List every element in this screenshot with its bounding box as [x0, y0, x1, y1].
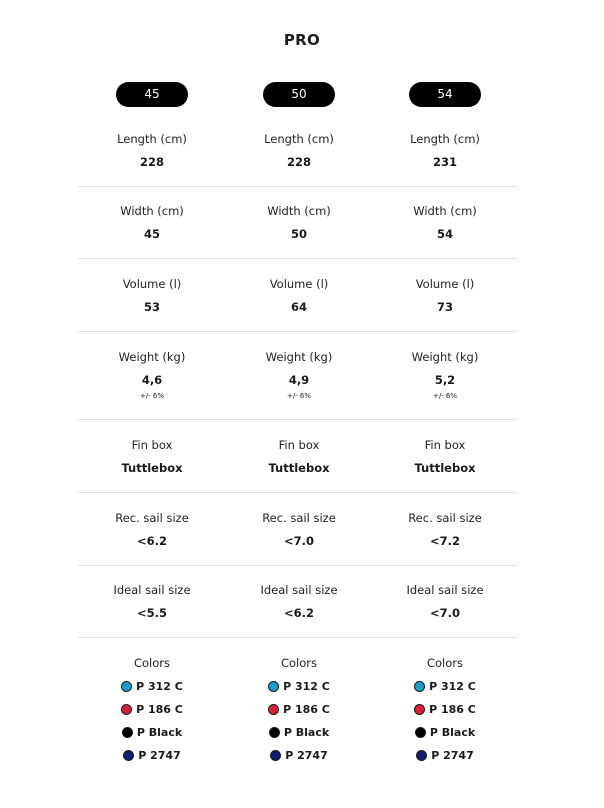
spec-value: Tuttlebox: [414, 461, 476, 475]
row-divider: [78, 419, 518, 420]
row-divider: [78, 565, 518, 566]
spec-label: Rec. sail size: [408, 511, 482, 525]
color-swatch: [219, 702, 379, 716]
spec-value: 5,2: [434, 373, 456, 387]
color-swatch: [72, 679, 232, 693]
color-dot-icon: [269, 727, 280, 738]
spec-value: 4,9: [288, 373, 310, 387]
color-dot-icon: [268, 704, 279, 715]
spec-cell: [72, 583, 232, 620]
spec-cell: [365, 583, 525, 620]
spec-value: <6.2: [283, 606, 314, 620]
color-dot-icon: [121, 704, 132, 715]
spec-label: Weight (kg): [411, 350, 479, 364]
color-name: P 186 C: [283, 702, 330, 716]
spec-cell: [219, 511, 379, 548]
spec-value: <7.2: [429, 534, 460, 548]
spec-cell: [365, 277, 525, 314]
colors-cell: [219, 656, 379, 762]
spec-label: Fin box: [131, 438, 173, 452]
row-divider: [78, 492, 518, 493]
spec-cell: [219, 438, 379, 475]
spec-label: Ideal sail size: [406, 583, 484, 597]
row-divider: [78, 258, 518, 259]
color-dot-icon: [414, 681, 425, 692]
spec-cell: [365, 438, 525, 475]
spec-value: <7.0: [429, 606, 460, 620]
color-dot-icon: [268, 681, 279, 692]
spec-cell: [72, 438, 232, 475]
spec-value: 228: [139, 155, 164, 169]
color-swatch: [365, 679, 525, 693]
spec-cell: [219, 132, 379, 169]
row-divider: [78, 186, 518, 187]
spec-label: Fin box: [278, 438, 320, 452]
color-name: P 2747: [138, 748, 181, 762]
spec-label: Width (cm): [120, 204, 184, 218]
color-swatch: [72, 725, 232, 739]
colors-label: Colors: [280, 656, 318, 670]
spec-cell: [72, 204, 232, 241]
spec-value: 64: [290, 300, 307, 314]
color-dot-icon: [122, 727, 133, 738]
color-dot-icon: [121, 681, 132, 692]
spec-label: Weight (kg): [118, 350, 186, 364]
color-name: P 312 C: [136, 679, 183, 693]
spec-cell: [219, 350, 379, 401]
spec-value: 53: [143, 300, 160, 314]
spec-label: Volume (l): [122, 277, 182, 291]
spec-label: Weight (kg): [265, 350, 333, 364]
spec-label: Width (cm): [267, 204, 331, 218]
color-name: P Black: [429, 725, 476, 739]
row-divider: [78, 637, 518, 638]
color-name: P 186 C: [429, 702, 476, 716]
color-name: P 2747: [285, 748, 328, 762]
color-swatch: [72, 748, 232, 762]
spec-value: 73: [436, 300, 453, 314]
spec-value: <7.0: [283, 534, 314, 548]
colors-label: Colors: [133, 656, 171, 670]
color-swatch: [219, 679, 379, 693]
color-name: P 312 C: [283, 679, 330, 693]
spec-value: 4,6: [141, 373, 163, 387]
spec-label: Ideal sail size: [260, 583, 338, 597]
size-pills: [0, 82, 604, 107]
color-dot-icon: [414, 704, 425, 715]
spec-label: Width (cm): [413, 204, 477, 218]
spec-cell: [72, 277, 232, 314]
size-pill-2[interactable]: 50: [263, 82, 335, 107]
spec-cell: [365, 204, 525, 241]
spec-cell: [72, 511, 232, 548]
spec-value: 50: [290, 227, 307, 241]
spec-cell: [219, 204, 379, 241]
color-swatch: [219, 748, 379, 762]
spec-value: 45: [143, 227, 160, 241]
size-pill-1[interactable]: 45: [116, 82, 188, 107]
spec-cell: [219, 583, 379, 620]
spec-label: Fin box: [424, 438, 466, 452]
color-dot-icon: [416, 750, 427, 761]
spec-value: Tuttlebox: [121, 461, 183, 475]
spec-cell: [365, 350, 525, 401]
weight-tolerance: +/- 6%: [432, 392, 458, 400]
color-swatch: [72, 702, 232, 716]
spec-cell: [219, 277, 379, 314]
color-swatch: [365, 748, 525, 762]
color-swatch: [219, 725, 379, 739]
color-dot-icon: [123, 750, 134, 761]
colors-cell: [72, 656, 232, 762]
spec-label: Length (cm): [264, 132, 334, 146]
spec-cell: [72, 132, 232, 169]
color-name: P Black: [283, 725, 330, 739]
color-name: P Black: [136, 725, 183, 739]
color-swatch: [365, 725, 525, 739]
spec-value: 231: [432, 155, 457, 169]
spec-label: Rec. sail size: [115, 511, 189, 525]
size-pill-3[interactable]: 54: [409, 82, 481, 107]
colors-label: Colors: [426, 656, 464, 670]
row-divider: [78, 331, 518, 332]
spec-cell: [365, 511, 525, 548]
color-swatch: [365, 702, 525, 716]
color-name: P 312 C: [429, 679, 476, 693]
weight-tolerance: +/- 6%: [286, 392, 312, 400]
spec-value: Tuttlebox: [268, 461, 330, 475]
product-title: PRO: [283, 31, 321, 49]
spec-label: Ideal sail size: [113, 583, 191, 597]
color-name: P 2747: [431, 748, 474, 762]
spec-label: Rec. sail size: [262, 511, 336, 525]
spec-cell: [72, 350, 232, 401]
spec-label: Length (cm): [410, 132, 480, 146]
spec-value: 228: [286, 155, 311, 169]
color-dot-icon: [415, 727, 426, 738]
weight-tolerance: +/- 6%: [139, 392, 165, 400]
spec-value: 54: [436, 227, 453, 241]
spec-label: Volume (l): [269, 277, 329, 291]
color-dot-icon: [270, 750, 281, 761]
spec-value: <5.5: [136, 606, 167, 620]
color-name: P 186 C: [136, 702, 183, 716]
spec-cell: [365, 132, 525, 169]
spec-value: <6.2: [136, 534, 167, 548]
spec-label: Volume (l): [415, 277, 475, 291]
colors-cell: [365, 656, 525, 762]
spec-label: Length (cm): [117, 132, 187, 146]
